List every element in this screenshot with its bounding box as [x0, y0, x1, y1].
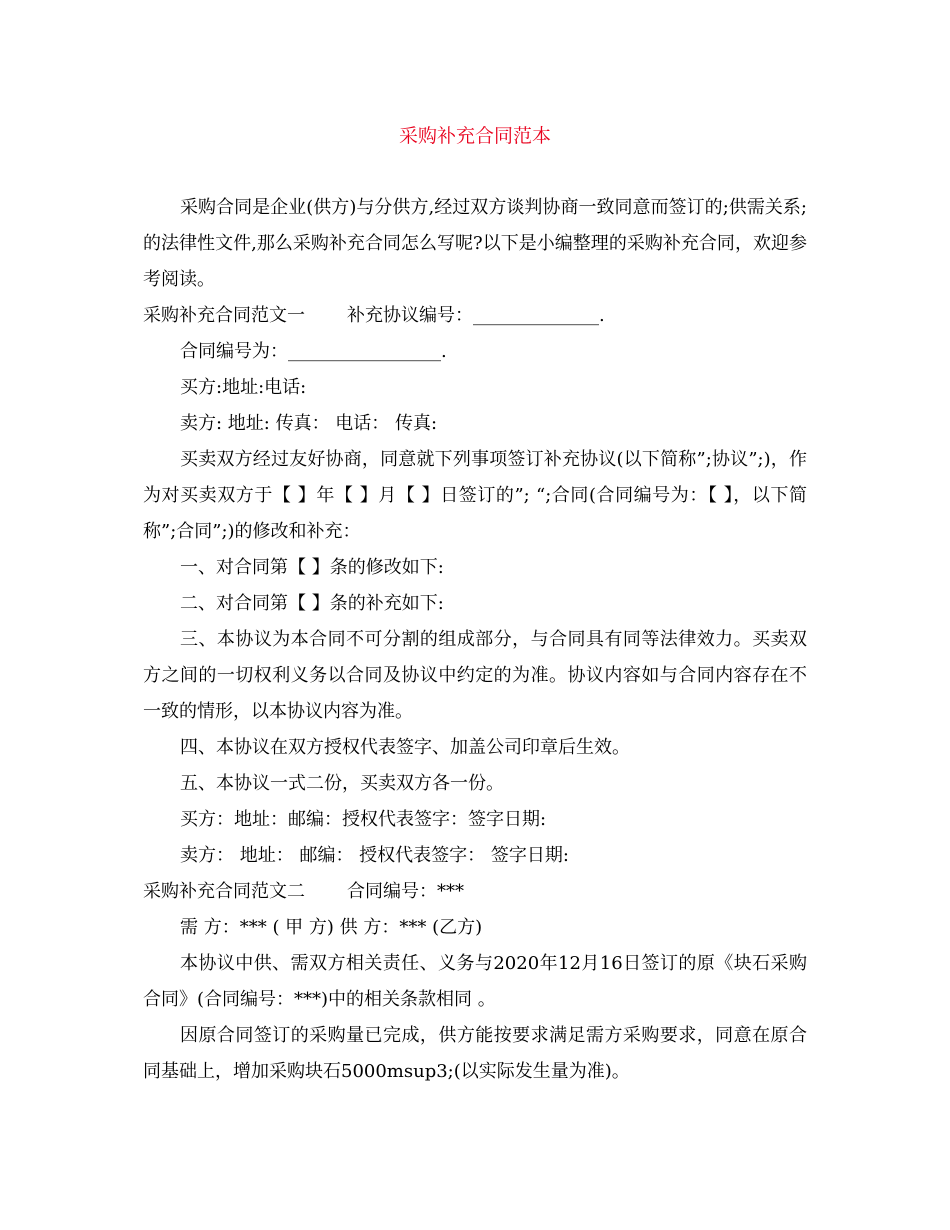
scope-paragraph: 本协议中供、需双方相关责任、义务与2020年12月16日签订的原《块石采购合同》(合同编号：***)中的相关条款相同 。: [143, 953, 807, 1010]
clause-3: 三、本协议为本合同不可分割的组成部分，与合同具有同等法律效力。买卖双方之间的一切权利义务以合同及协议中约定的为准。协议内容如与合同内容存在不一致的情形，以本协议内容为准。: [143, 629, 807, 722]
seller-info-line: 卖方: 地址: 传真： 电话： 传真:: [180, 413, 438, 434]
document-body: [143, 190, 807, 1090]
supplementary-agreement-number: 补充协议编号：______________.: [347, 305, 605, 326]
terms-intro-paragraph: 买卖双方经过友好协商，同意就下列事项签订补充协议(以下简称”;协议”;)，作为对买卖双方于【 】年【 】月【 】日签订的”; “;合同(合同编号为：【 】，以下简称”;合同”;)的修改和补充：: [143, 449, 807, 542]
clause-4: 四、本协议在双方授权代表签字、加盖公司印章后生效。: [180, 737, 630, 758]
increase-paragraph: 因原合同签订的采购量已完成，供方能按要求满足需方采购要求，同意在原合同基础上，增加采购块石5000msup3;(以实际发生量为准)。: [143, 1025, 807, 1082]
contract-number-line: 合同编号为：_________________.: [180, 341, 447, 362]
parties-line: 需 方：*** ( 甲 方) 供 方：*** (乙方): [180, 917, 483, 938]
sample2-contract-number: 合同编号：***: [347, 881, 464, 902]
sample1-heading-line: [143, 298, 807, 334]
sample2-heading: 采购补充合同范文二: [143, 881, 305, 902]
sample1-heading: 采购补充合同范文一: [143, 305, 305, 326]
clause-2: 二、对合同第【 】条的补充如下:: [180, 593, 444, 614]
clause-1: 一、对合同第【 】条的修改如下:: [180, 557, 444, 578]
buyer-info-line: 买方:地址:电话:: [180, 377, 307, 398]
seller-signature-line: 卖方： 地址： 邮编： 授权代表签字： 签字日期:: [180, 845, 569, 866]
clause-5: 五、本协议一式二份，买卖双方各一份。: [180, 773, 504, 794]
document-title: 采购补充合同范本: [398, 125, 551, 147]
buyer-signature-line: 买方：地址：邮编：授权代表签字：签字日期:: [180, 809, 547, 830]
sample2-heading-line: [143, 874, 807, 910]
intro-paragraph: 采购合同是企业(供方)与分供方,经过双方谈判协商一致同意而签订的;供需关系;的法律性文件,那么采购补充合同怎么写呢?以下是小编整理的采购补充合同，欢迎参考阅读。: [143, 197, 807, 290]
